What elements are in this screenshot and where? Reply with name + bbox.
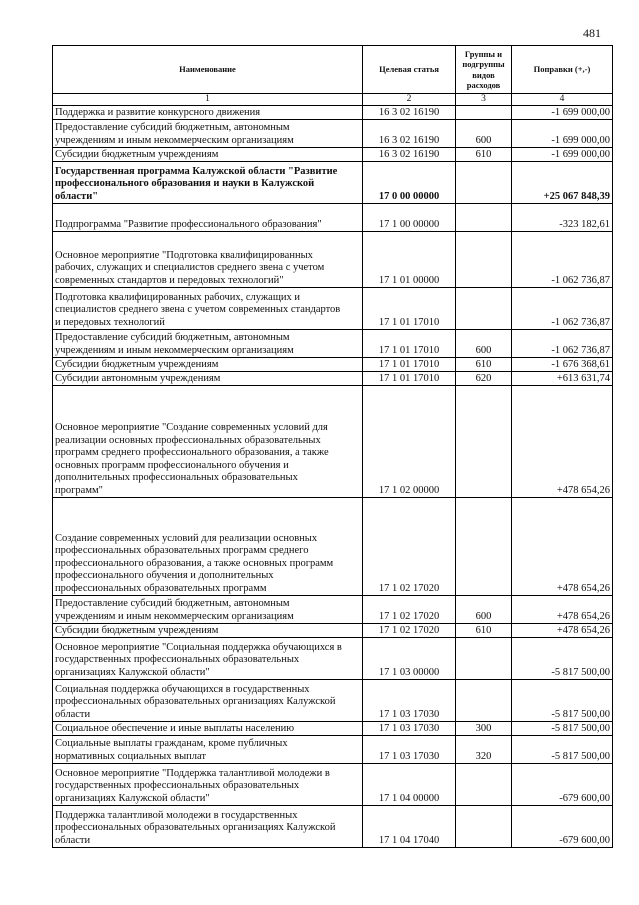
row-name-line: Предоставление субсидий бюджетным, автономным xyxy=(55,598,290,609)
table-row xyxy=(53,372,613,386)
row-amendment-cell: +478 654,26 xyxy=(512,386,613,498)
row-name-line: основных программ профессионального обучения и xyxy=(55,459,289,471)
row-amendment-cell: +613 631,74 xyxy=(512,372,613,386)
row-amendment-cell: -323 182,61 xyxy=(512,204,613,232)
row-name-line: Социальные выплаты гражданам, кроме публичных xyxy=(55,738,288,749)
row-name-cell xyxy=(53,806,363,848)
row-expense-group-cell xyxy=(456,204,512,232)
column-number-row xyxy=(53,94,613,106)
row-expense-group-cell: 610 xyxy=(456,148,512,162)
row-expense-group-cell xyxy=(456,386,512,498)
row-amendment-cell: +478 654,26 xyxy=(512,498,613,596)
row-name-cell xyxy=(53,498,363,596)
table-header-row xyxy=(53,46,613,94)
row-target-article-cell: 17 1 02 17020 xyxy=(363,624,456,638)
row-amendment-cell: -1 699 000,00 xyxy=(512,120,613,148)
row-expense-group-cell xyxy=(456,806,512,848)
column-number: 1 xyxy=(53,94,363,106)
row-name-line: организациях Калужской области" xyxy=(55,792,210,804)
row-expense-group-cell: 620 xyxy=(456,372,512,386)
row-name-line: учреждениям и иным некоммерческим организациям xyxy=(55,610,294,622)
row-target-article-cell: 17 1 04 17040 xyxy=(363,806,456,848)
row-target-article-cell: 17 1 01 17010 xyxy=(363,330,456,358)
row-name-cell xyxy=(53,722,363,736)
row-name-line: учреждениям и иным некоммерческим организациям xyxy=(55,344,294,356)
table-row xyxy=(53,330,613,358)
row-expense-group-cell xyxy=(456,498,512,596)
row-name-cell xyxy=(53,680,363,722)
row-name-cell xyxy=(53,624,363,638)
page-number: 481 xyxy=(583,26,601,40)
row-name-line: государственных профессиональных образовательных xyxy=(55,780,300,791)
row-amendment-cell: -5 817 500,00 xyxy=(512,680,613,722)
row-name-cell xyxy=(53,764,363,806)
row-name-line: профессионального образования, а также основных программ xyxy=(55,557,334,569)
row-target-article-cell: 17 1 03 17030 xyxy=(363,736,456,764)
row-amendment-cell: +478 654,26 xyxy=(512,624,613,638)
row-target-article-cell: 17 1 01 17010 xyxy=(363,372,456,386)
row-name-line: современных стандартов и передовых технологий" xyxy=(55,274,284,286)
row-amendment-cell: +478 654,26 xyxy=(512,596,613,624)
row-amendment-cell: -5 817 500,00 xyxy=(512,736,613,764)
row-name-line: Субсидии бюджетным учреждениям xyxy=(55,358,219,370)
row-amendment-cell: -1 062 736,87 xyxy=(512,232,613,288)
row-expense-group-cell: 600 xyxy=(456,120,512,148)
row-name-line: Основное мероприятие "Поддержка талантливой молодежи в xyxy=(55,767,330,779)
column-number: 2 xyxy=(363,94,456,106)
table-row xyxy=(53,638,613,680)
row-name-line: программ среднего профессионального образования, а также xyxy=(55,447,329,458)
row-name-cell xyxy=(53,372,363,386)
row-amendment-cell: +25 067 848,39 xyxy=(512,162,613,204)
row-name-line: области" xyxy=(55,190,99,202)
table-row xyxy=(53,386,613,498)
row-target-article-cell: 17 1 02 00000 xyxy=(363,386,456,498)
row-amendment-cell: -679 600,00 xyxy=(512,806,613,848)
row-name-cell xyxy=(53,596,363,624)
row-name-line: Предоставление субсидий бюджетным, автономным xyxy=(55,332,290,343)
table-row xyxy=(53,498,613,596)
row-name-cell xyxy=(53,358,363,372)
row-name-line: Государственная программа Калужской области "Развитие xyxy=(55,165,338,177)
row-name-cell xyxy=(53,162,363,204)
row-target-article-cell: 17 1 02 17020 xyxy=(363,498,456,596)
header-expense-groups: Группы и подгруппы видов расходов xyxy=(456,46,512,94)
row-name-line: профессионального образования и науки в Калужской xyxy=(55,178,315,189)
row-expense-group-cell xyxy=(456,162,512,204)
row-name-line: профессиональных образовательных организациях Калужской xyxy=(55,822,336,833)
row-amendment-cell: -1 699 000,00 xyxy=(512,148,613,162)
row-name-cell xyxy=(53,232,363,288)
table-row xyxy=(53,288,613,330)
row-name-line: программ" xyxy=(55,484,103,496)
table-row xyxy=(53,722,613,736)
row-name-line: учреждениям и иным некоммерческим организациям xyxy=(55,134,294,146)
row-name-cell xyxy=(53,106,363,120)
row-target-article-cell: 16 3 02 16190 xyxy=(363,106,456,120)
row-amendment-cell: -679 600,00 xyxy=(512,764,613,806)
row-name-cell xyxy=(53,330,363,358)
row-expense-group-cell: 300 xyxy=(456,722,512,736)
column-number: 3 xyxy=(456,94,512,106)
row-name-line: Создание современных условий для реализации основных xyxy=(55,532,318,544)
row-target-article-cell: 16 3 02 16190 xyxy=(363,148,456,162)
row-expense-group-cell xyxy=(456,288,512,330)
table-row xyxy=(53,680,613,722)
row-name-line: и передовых технологий xyxy=(55,316,165,328)
table-row xyxy=(53,764,613,806)
row-name-line: Основное мероприятие "Подготовка квалифицированных xyxy=(55,249,313,261)
row-expense-group-cell: 610 xyxy=(456,624,512,638)
row-target-article-cell: 17 1 01 17010 xyxy=(363,288,456,330)
row-amendment-cell: -1 062 736,87 xyxy=(512,330,613,358)
row-name-line: Субсидии автономным учреждениям xyxy=(55,372,221,384)
table-row xyxy=(53,596,613,624)
row-name-line: организациях Калужской области" xyxy=(55,666,210,678)
row-name-line: государственных профессиональных образовательных xyxy=(55,654,300,665)
table-row xyxy=(53,120,613,148)
row-name-line: Предоставление субсидий бюджетным, автономным xyxy=(55,122,290,133)
table-row xyxy=(53,358,613,372)
row-name-line: профессиональных образовательных программ среднего xyxy=(55,545,309,556)
row-name-line: профессионального обучения и дополнительных xyxy=(55,570,274,581)
row-name-line: Подготовка квалифицированных рабочих, служащих и xyxy=(55,291,301,303)
table-row xyxy=(53,232,613,288)
header-name: Наименование xyxy=(53,46,363,94)
row-target-article-cell: 17 1 03 17030 xyxy=(363,680,456,722)
row-name-line: рабочих, служащих и специалистов среднего звена с учетом xyxy=(55,262,325,273)
row-name-cell xyxy=(53,204,363,232)
row-amendment-cell: -1 699 000,00 xyxy=(512,106,613,120)
row-name-line: области xyxy=(55,834,91,846)
table-row xyxy=(53,736,613,764)
row-target-article-cell: 17 1 03 17030 xyxy=(363,722,456,736)
table-row xyxy=(53,204,613,232)
row-name-cell xyxy=(53,148,363,162)
header-amendments: Поправки (+,-) xyxy=(512,46,613,94)
row-target-article-cell: 17 1 02 17020 xyxy=(363,596,456,624)
row-expense-group-cell xyxy=(456,764,512,806)
row-name-line: профессиональных образовательных организациях Калужской xyxy=(55,696,336,707)
row-name-line: Основное мероприятие "Социальная поддержка обучающихся в xyxy=(55,641,342,653)
row-expense-group-cell: 320 xyxy=(456,736,512,764)
row-name-line: области xyxy=(55,708,91,720)
row-target-article-cell: 17 1 00 00000 xyxy=(363,204,456,232)
row-name-cell xyxy=(53,386,363,498)
row-target-article-cell: 17 1 03 00000 xyxy=(363,638,456,680)
column-number: 4 xyxy=(512,94,613,106)
row-expense-group-cell xyxy=(456,232,512,288)
row-name-line: Субсидии бюджетным учреждениям xyxy=(55,148,219,160)
row-name-line: Субсидии бюджетным учреждениям xyxy=(55,624,219,636)
row-name-line: нормативных социальных выплат xyxy=(55,750,206,762)
row-target-article-cell: 16 3 02 16190 xyxy=(363,120,456,148)
row-expense-group-cell: 600 xyxy=(456,330,512,358)
table-row xyxy=(53,106,613,120)
row-amendment-cell: -1 676 368,61 xyxy=(512,358,613,372)
row-expense-group-cell xyxy=(456,106,512,120)
row-name-line: Подпрограмма "Развитие профессионального образования" xyxy=(55,218,322,230)
row-name-line: Социальное обеспечение и иные выплаты населению xyxy=(55,722,295,734)
table-row xyxy=(53,162,613,204)
row-expense-group-cell xyxy=(456,680,512,722)
row-expense-group-cell: 600 xyxy=(456,596,512,624)
row-expense-group-cell: 610 xyxy=(456,358,512,372)
row-name-line: специалистов среднего звена с учетом современных стандартов xyxy=(55,304,341,315)
row-name-line: реализации основных профессиональных образовательных xyxy=(55,434,321,446)
row-target-article-cell: 17 1 01 00000 xyxy=(363,232,456,288)
row-target-article-cell: 17 0 00 00000 xyxy=(363,162,456,204)
row-name-line: Поддержка талантливой молодежи в государственных xyxy=(55,809,298,821)
row-name-cell xyxy=(53,638,363,680)
row-amendment-cell: -1 062 736,87 xyxy=(512,288,613,330)
row-name-line: Основное мероприятие "Создание современных условий для xyxy=(55,422,328,433)
budget-amendments-table xyxy=(52,45,613,848)
table-row xyxy=(53,624,613,638)
row-name-line: профессиональных образовательных программ xyxy=(55,582,267,594)
row-name-cell xyxy=(53,288,363,330)
row-name-cell xyxy=(53,736,363,764)
table-row xyxy=(53,148,613,162)
row-name-line: дополнительных профессиональных образовательных xyxy=(55,472,298,483)
row-expense-group-cell xyxy=(456,638,512,680)
row-target-article-cell: 17 1 04 00000 xyxy=(363,764,456,806)
row-amendment-cell: -5 817 500,00 xyxy=(512,722,613,736)
row-name-line: Социальная поддержка обучающихся в государственных xyxy=(55,683,310,695)
row-name-line: Поддержка и развитие конкурсного движения xyxy=(55,106,261,118)
row-amendment-cell: -5 817 500,00 xyxy=(512,638,613,680)
table-body xyxy=(53,106,613,848)
row-name-cell xyxy=(53,120,363,148)
row-target-article-cell: 17 1 01 17010 xyxy=(363,358,456,372)
header-target-article: Целевая статья xyxy=(363,46,456,94)
table-row xyxy=(53,806,613,848)
